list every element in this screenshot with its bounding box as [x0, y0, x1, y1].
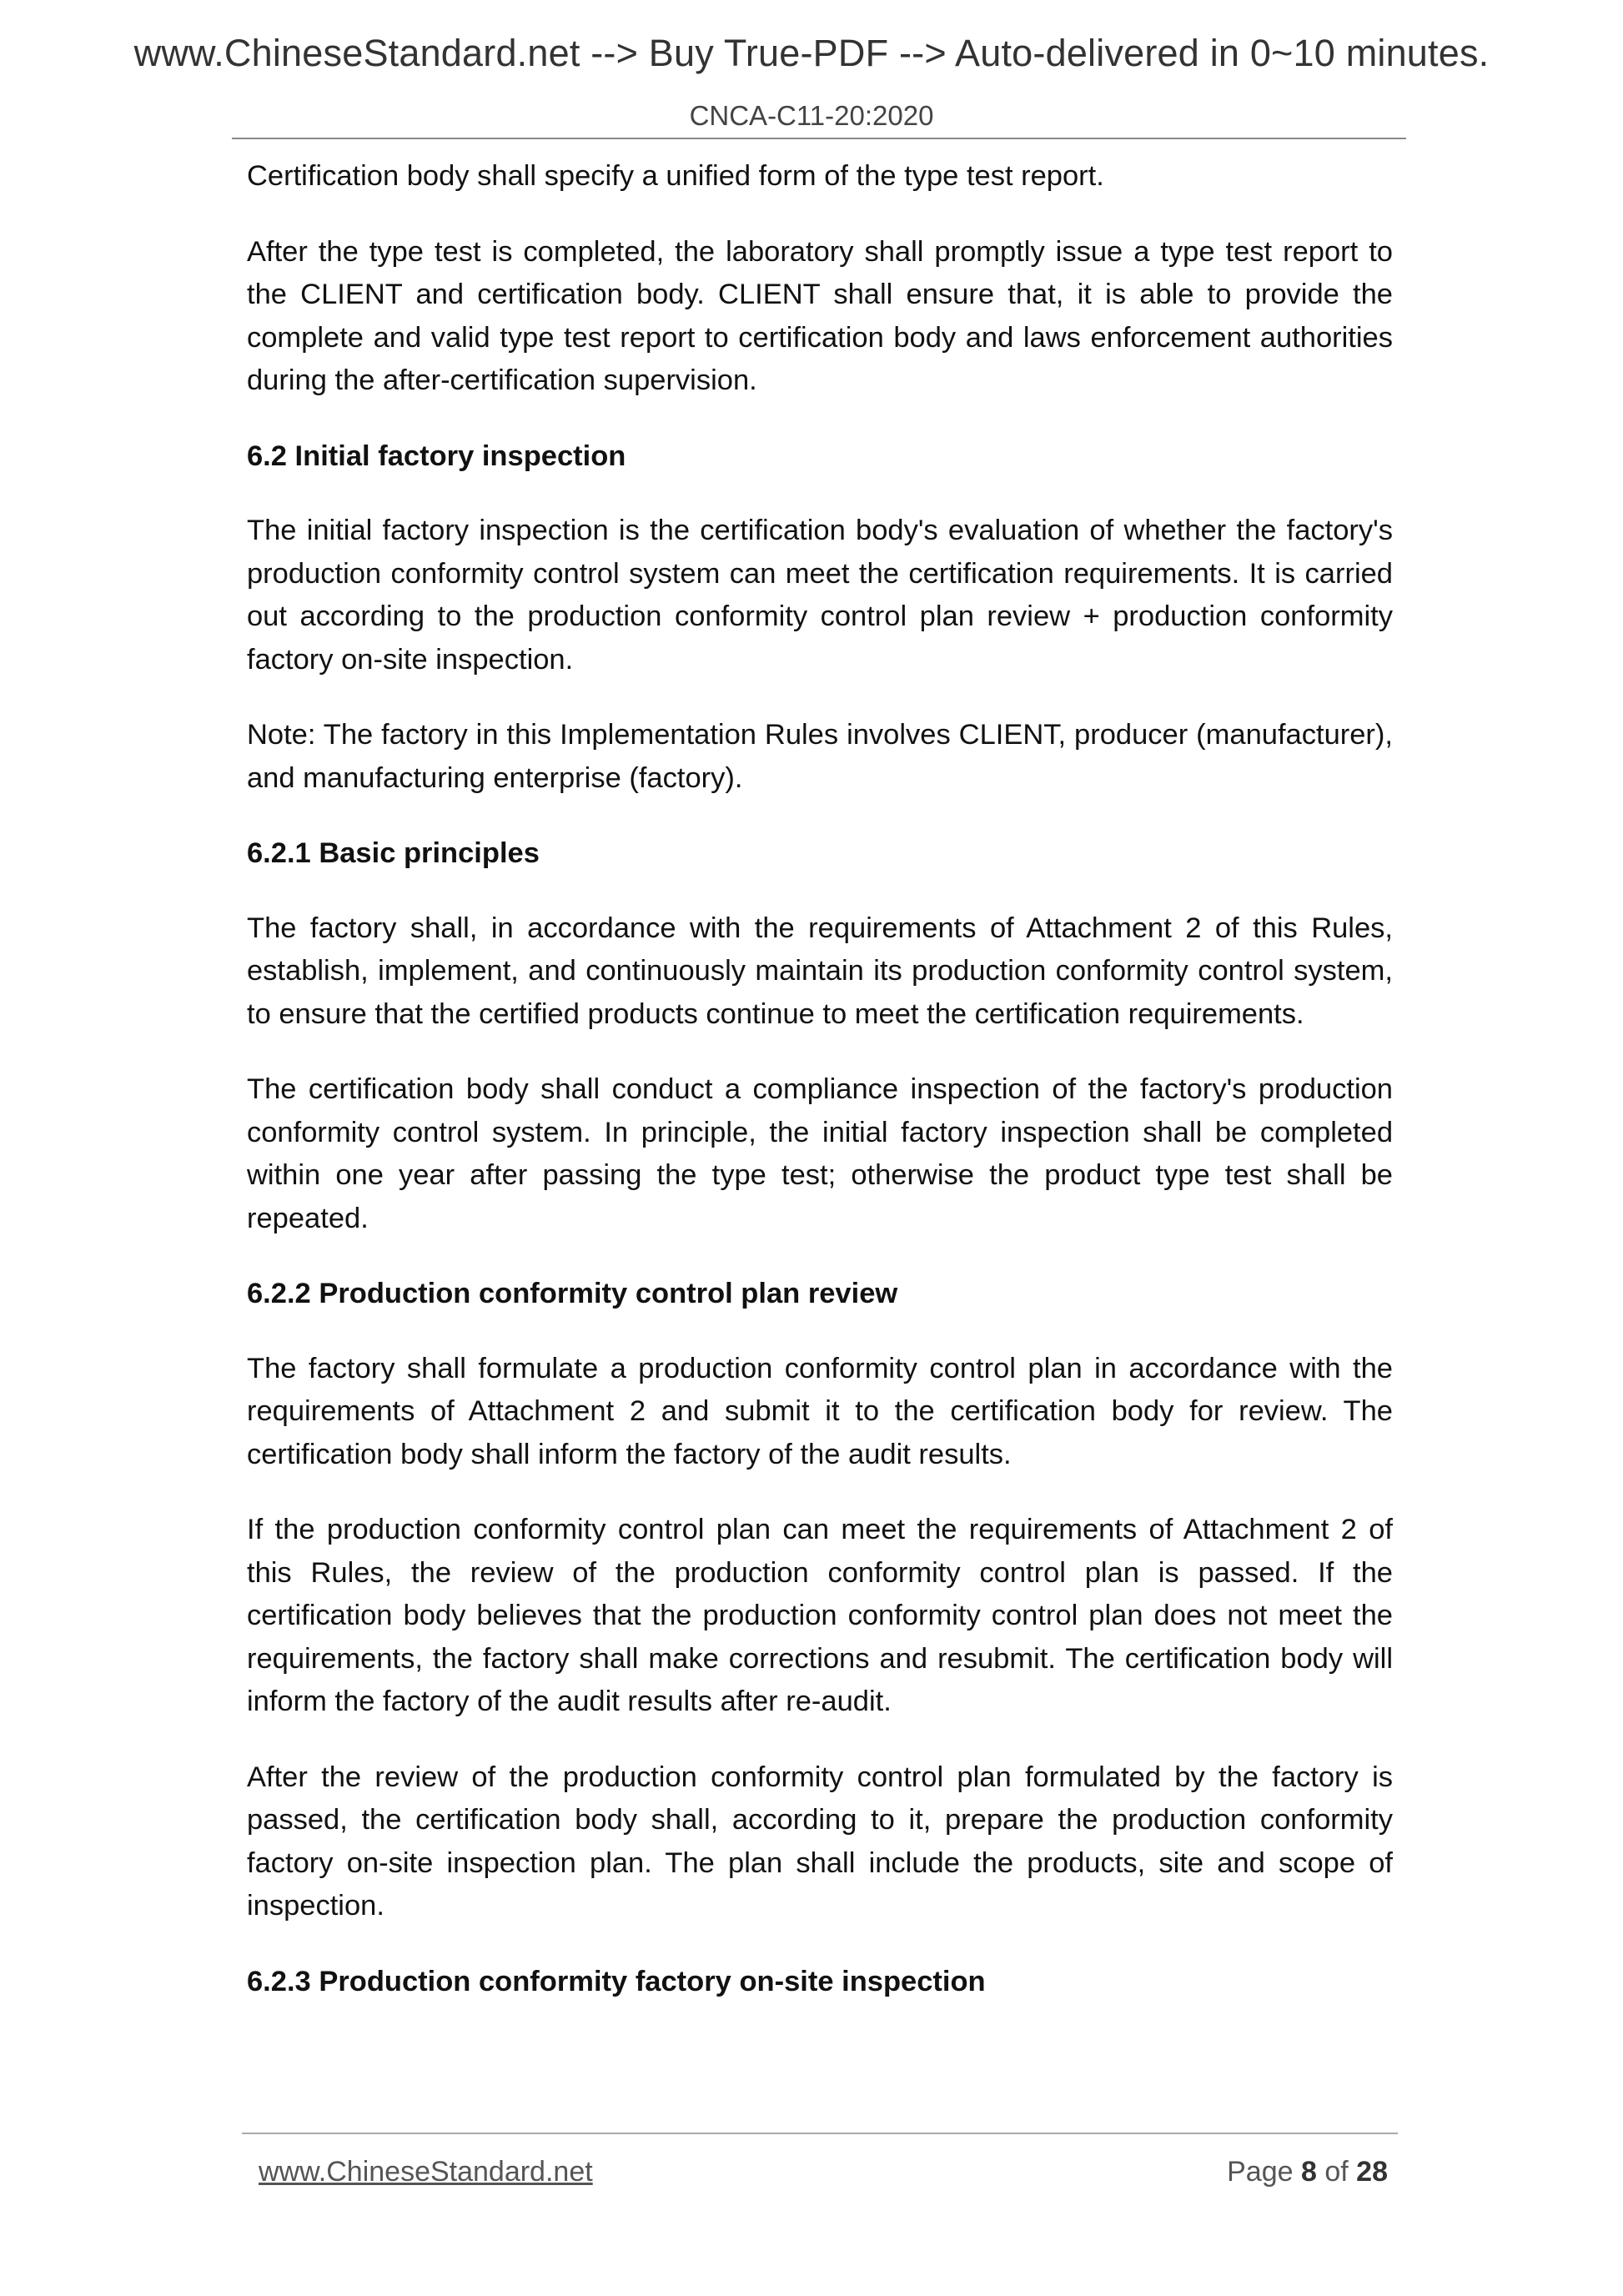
paragraph-basic-principles-2: The certification body shall conduct a compliance inspection of the factory's production conformity control system. In principle, the initial factory inspection shall be completed within one year after passing the type test; otherwise the product type test shall be repeated.	[247, 1073, 1393, 1234]
document-id: CNCA-C11-20:2020	[689, 100, 934, 131]
heading-6-2-3: 6.2.3 Production conformity factory on-site inspection	[247, 1965, 986, 1997]
heading-6-2: 6.2 Initial factory inspection	[247, 440, 626, 472]
paragraph-type-test-form: Certification body shall specify a unified form of the type test report.	[247, 160, 1104, 192]
current-page-number: 8	[1300, 2156, 1317, 2188]
paragraph-basic-principles-1: The factory shall, in accordance with the requirements of Attachment 2 of this Rules, establish, implement, and continuously maintain its production conformity control system, to ensure that the certified products continue to meet the certification requirements.	[247, 912, 1393, 1030]
page-label: Page	[1227, 2156, 1294, 2188]
footer-divider	[242, 2133, 1398, 2134]
site-banner: www.ChineseStandard.net --> Buy True-PDF --> Auto-delivered in 0~10 minutes.	[133, 32, 1490, 74]
header-divider	[232, 138, 1406, 139]
total-page-count: 28	[1356, 2156, 1388, 2188]
heading-6-2-1: 6.2.1 Basic principles	[247, 837, 540, 869]
heading-6-2-2: 6.2.2 Production conformity control plan review	[247, 1278, 898, 1309]
document-body	[247, 155, 1393, 2035]
paragraph-note-factory: Note: The factory in this Implementation Rules involves CLIENT, producer (manufacturer), and manufacturing enterprise (factory).	[247, 719, 1393, 794]
paragraph-plan-review-2: If the production conformity control plan can meet the requirements of Attachment 2 of this Rules, the review of the production conformity control plan is passed. If the certification body believes that the production conformity control plan does not meet the requirements, the factory shall make corrections and resubmit. The certification body will inform the factory of the audit results after re-audit.	[247, 1514, 1393, 1717]
paragraph-type-test-report: After the type test is completed, the laboratory shall promptly issue a type test report to the CLIENT and certification body. CLIENT shall ensure that, it is able to provide the complete and valid type test report to certification body and laws enforcement authorities during the after-certification supervision.	[247, 235, 1393, 396]
of-label: of	[1324, 2156, 1349, 2188]
paragraph-initial-inspection: The initial factory inspection is the certification body's evaluation of whether the factory's production conformity control system can meet the certification requirements. It is carried out according to the production conformity control plan review + production conformity factory on-site inspection.	[247, 515, 1393, 676]
paragraph-plan-review-3: After the review of the production conformity control plan formulated by the factory is passed, the certification body shall, according to it, prepare the production conformity factory on-site inspection plan. The plan shall include the products, site and scope of inspection.	[247, 1761, 1393, 1922]
paragraph-plan-review-1: The factory shall formulate a production conformity control plan in accordance with the requirements of Attachment 2 and submit it to the certification body for review. The certification body shall inform the factory of the audit results.	[247, 1352, 1393, 1470]
footer-website-link[interactable]: www.ChineseStandard.net	[259, 2156, 593, 2188]
page-indicator	[1227, 2156, 1388, 2188]
